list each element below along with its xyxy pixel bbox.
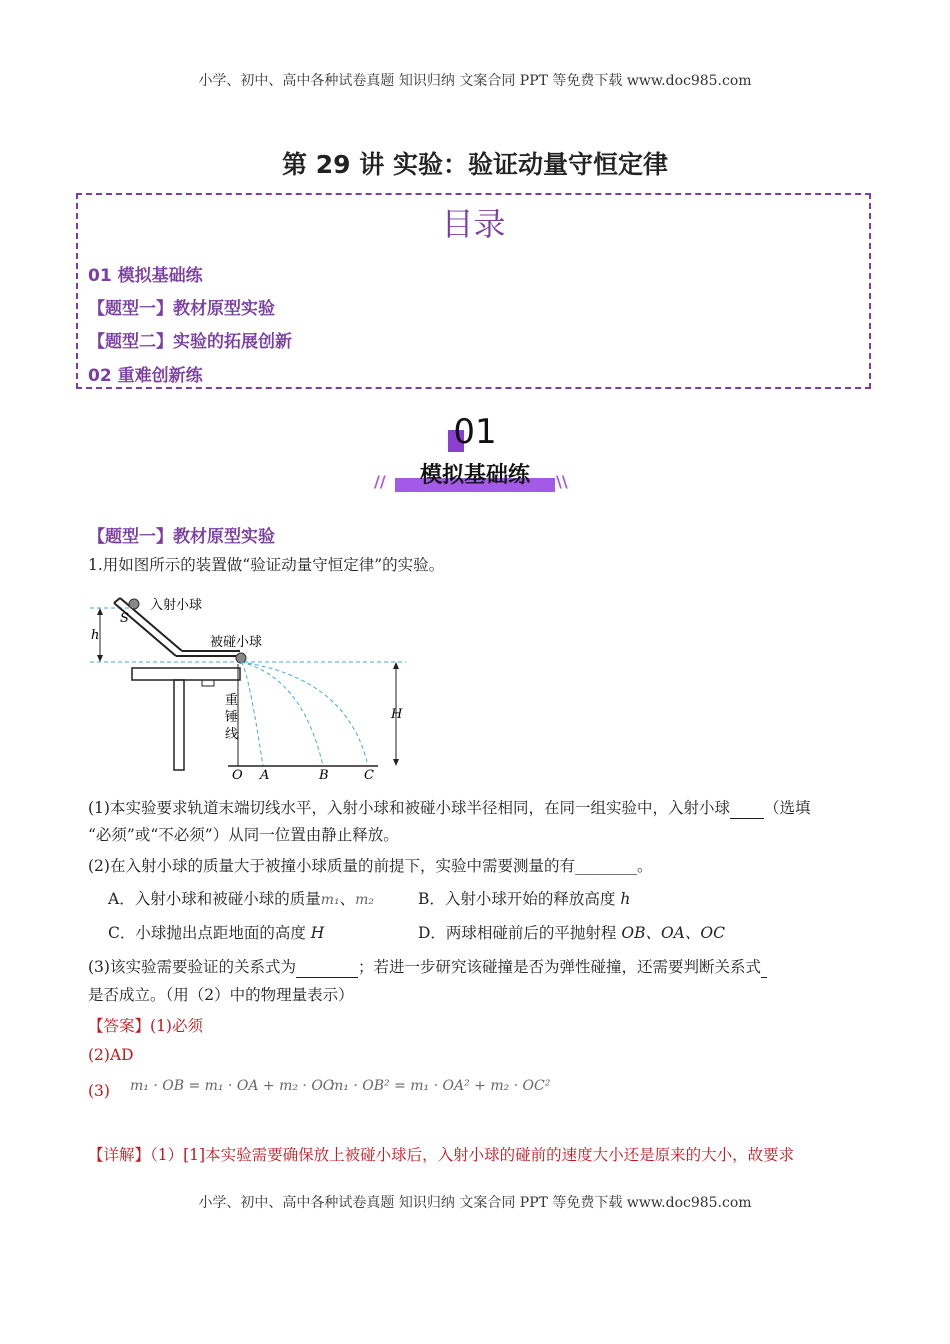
q3-blank-2[interactable] — [761, 955, 767, 978]
answer-line-3-label: (3) — [88, 1082, 110, 1100]
toc-heading: 目录 — [441, 205, 506, 243]
answer-label: 【答案】 — [88, 1017, 151, 1035]
answer-formula-2: m₁ · OB² = m₁ · OA² + m₂ · OC² — [330, 1078, 551, 1094]
option-a[interactable]: A．入射小球和被碰小球的质量m₁、m₂ — [108, 890, 374, 908]
plumb-label-1: 重 — [225, 693, 239, 708]
badge-right-marks: \\ — [556, 472, 568, 491]
badge-number: 01 — [453, 412, 497, 452]
answer-formula-1: m₁ · OB = m₁ · OA + m₂ · OC — [130, 1078, 334, 1094]
question-part-2: (2)在入射小球的质量大于被撞小球质量的前提下，实验中需要测量的有________。 — [88, 857, 653, 875]
option-d[interactable]: D．两球相碰前后的平抛射程 OB、OA、OC — [418, 924, 725, 942]
point-A: A — [260, 768, 270, 783]
answer-line-2: (2)AD — [88, 1046, 134, 1064]
q3-text-c: 是否成立。（用（2）中的物理量表示） — [88, 986, 354, 1004]
answer-line-1: 【答案】(1)必须 — [88, 1017, 203, 1035]
toc-item[interactable]: 【题型一】教材原型实验 — [88, 299, 275, 319]
detail-label: 【详解】 — [88, 1146, 151, 1164]
trajectory-a — [241, 662, 263, 766]
option-c[interactable]: C．小球抛出点距地面的高度 H — [108, 924, 325, 942]
incident-ball — [129, 599, 139, 609]
page-header: 小学、初中、高中各种试卷真题 知识归纳 文案合同 PPT 等免费下载 www.doc985.com — [198, 73, 752, 89]
question-part-3: (3)该实验需要验证的关系式为 ；若进一步研究该碰撞是否为弹性碰撞，还需要判断关系式 — [88, 955, 868, 978]
point-C: C — [364, 768, 374, 783]
plumb-label-3: 线 — [225, 727, 239, 742]
target-ball — [236, 653, 246, 663]
incident-ball-label: 入射小球 — [150, 598, 203, 613]
table-leg — [174, 680, 184, 770]
point-B: B — [319, 768, 329, 783]
S-label: S — [120, 611, 129, 626]
q1-text-a: (1)本实验要求轨道末端切线水平，入射小球和被碰小球半径相同，在同一组实验中，入射小球 — [88, 799, 730, 817]
badge-label: 模拟基础练 — [419, 463, 530, 488]
q1-text-c: “必须”或“不必须”）从同一位置由静止释放。 — [88, 826, 399, 844]
question-stem: 1.用如图所示的装置做“验证动量守恒定律”的实验。 — [88, 556, 445, 574]
q1-text-b: （选填 — [763, 799, 811, 817]
point-O: O — [232, 768, 243, 783]
table-of-contents — [76, 193, 871, 389]
toc-item[interactable]: 02 重难创新练 — [88, 366, 203, 386]
question-part-1 — [88, 796, 868, 819]
experiment-diagram — [88, 588, 418, 783]
trajectory-b — [241, 662, 323, 766]
h-label: h — [91, 628, 100, 643]
page-footer: 小学、初中、高中各种试卷真题 知识归纳 文案合同 PPT 等免费下载 www.doc985.com — [198, 1195, 752, 1211]
plumb-label-2: 锤 — [225, 710, 239, 725]
page-title: 第 29 讲 实验：验证动量守恒定律 — [282, 150, 668, 179]
toc-item[interactable]: 【题型二】实验的拓展创新 — [88, 332, 292, 352]
H-label: H — [391, 707, 403, 722]
table-top — [132, 668, 240, 680]
q1-blank[interactable] — [730, 796, 764, 819]
q3-blank-1[interactable] — [296, 955, 358, 978]
detail-line: 【详解】（1）[1]本实验需要确保放上被碰小球后，入射小球的碰前的速度大小还是原来的大小，故要求 — [88, 1146, 795, 1164]
badge-left-marks: // — [374, 472, 386, 491]
option-b[interactable]: B．入射小球开始的释放高度 h — [418, 890, 631, 908]
section-heading: 【题型一】教材原型实验 — [88, 527, 275, 547]
target-ball-label: 被碰小球 — [210, 635, 263, 650]
toc-item[interactable]: 01 模拟基础练 — [88, 266, 203, 286]
